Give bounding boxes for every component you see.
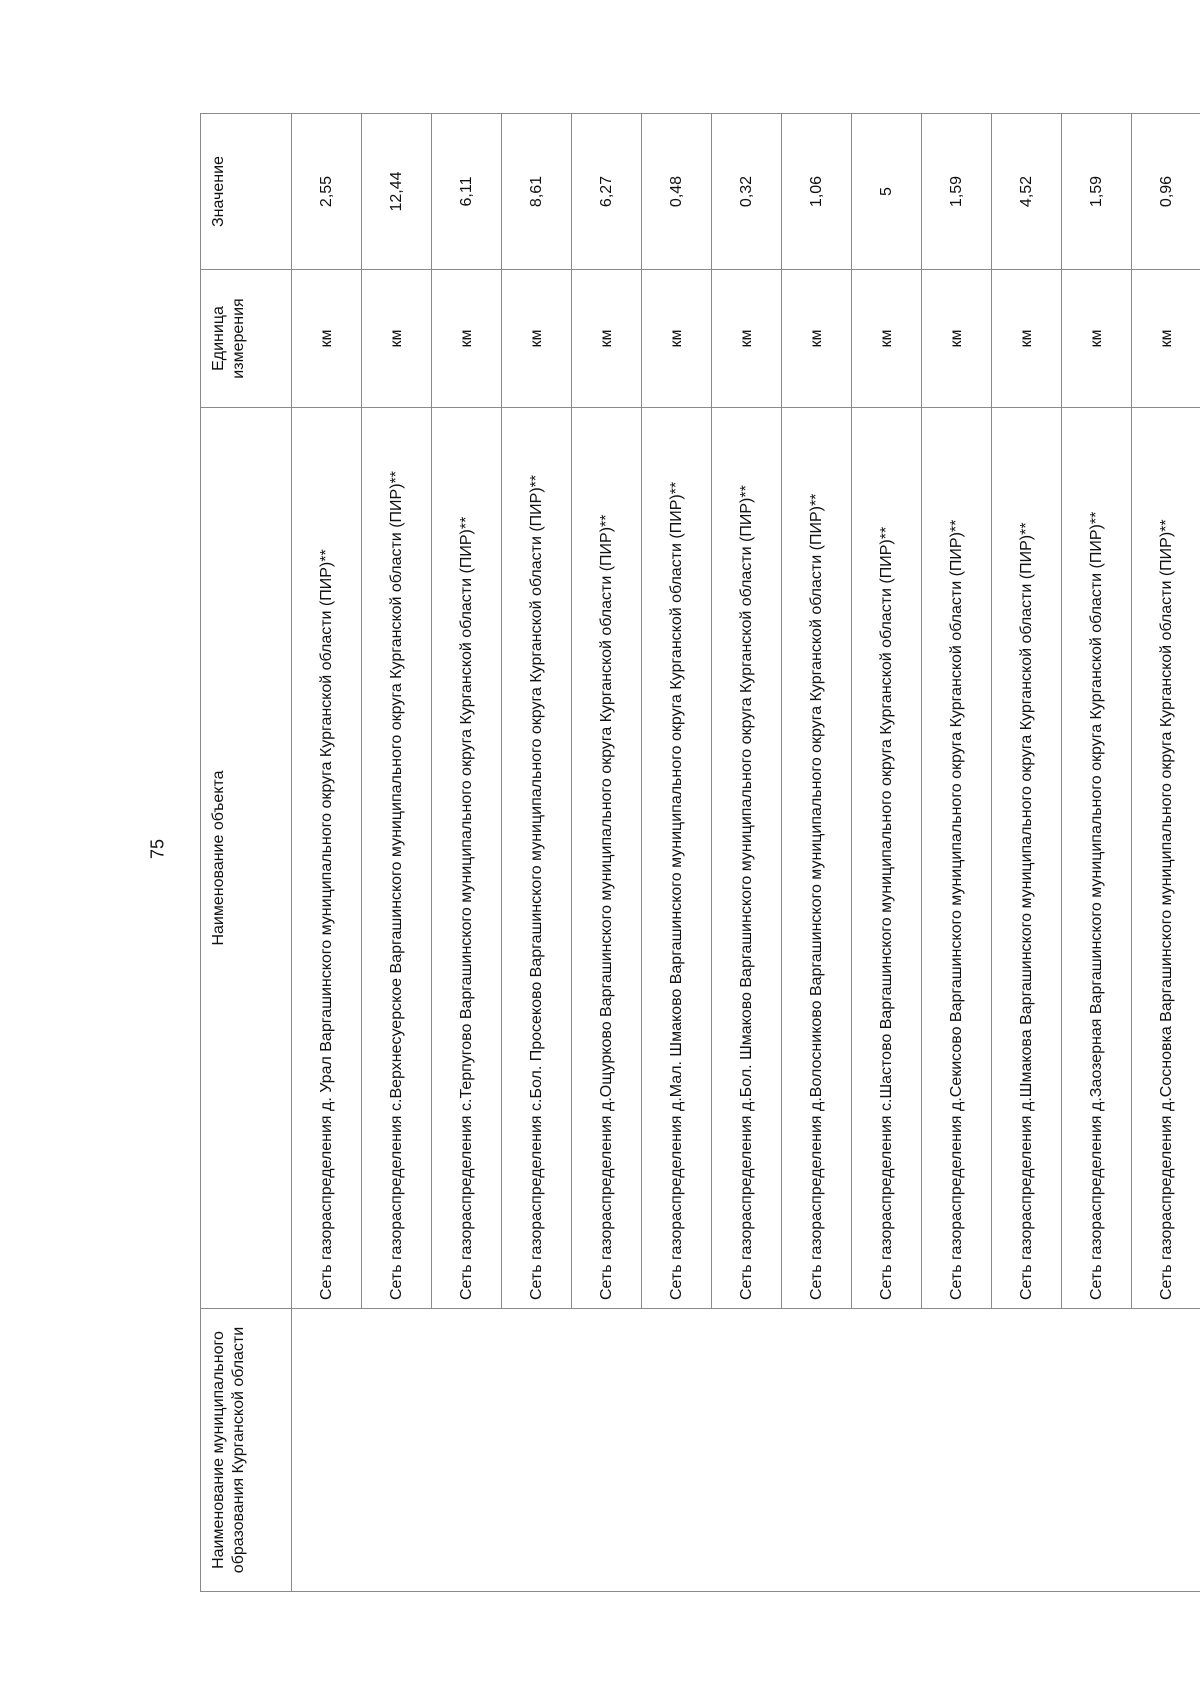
object-name-cell: Сеть газораспределения д.Шмакова Варгашинского муниципального округа Курганской области (ПИР)** [992,408,1062,1309]
object-name-cell: Сеть газораспределения с.Терпугово Варгашинского муниципального округа Курганской области (ПИР)** [432,408,502,1309]
header-municipality: Наименование муниципального образования Курганской области [201,1309,292,1592]
value-cell: 0,48 [642,114,712,270]
value-cell: 6,27 [572,114,642,270]
unit-cell: км [432,270,502,408]
object-name-cell: Сеть газораспределения д.Ощурково Варгашинского муниципального округа Курганской области (ПИР)** [572,408,642,1309]
unit-cell: км [502,270,572,408]
object-name-cell: Сеть газораспределения д. Урал Варгашинского муниципального округа Курганской области (ПИР)** [292,408,362,1309]
object-name-cell: Сеть газораспределения д.Сосновка Варгашинского муниципального округа Курганской области (ПИР)** [1132,408,1200,1309]
object-name-cell: Сеть газораспределения с.Шастово Варгашинского муниципального округа Курганской области (ПИР)** [852,408,922,1309]
unit-cell: км [852,270,922,408]
unit-cell: км [572,270,642,408]
object-name-cell: Сеть газораспределения с.Верхнесуерское Варгашинского муниципального округа Курганской области (ПИР)** [362,408,432,1309]
unit-cell: км [712,270,782,408]
header-object-name: Наименование объекта [201,408,292,1309]
header-unit: Единица измерения [201,270,292,408]
value-cell: 8,61 [502,114,572,270]
rotated-table-container [200,114,1175,1592]
object-name-cell: Сеть газораспределения с.Бол. Просеково Варгашинского муниципального округа Курганской области (ПИР)** [502,408,572,1309]
value-cell: 0,96 [1132,114,1200,270]
unit-cell: км [782,270,852,408]
page-number: 75 [147,838,168,860]
table-row [292,114,362,1592]
value-cell: 5 [852,114,922,270]
unit-cell: км [992,270,1062,408]
value-cell: 4,52 [992,114,1062,270]
object-name-cell: Сеть газораспределения д.Бол. Шмаково Варгашинского муниципального округа Курганской области (ПИР)** [712,408,782,1309]
unit-cell: км [1062,270,1132,408]
unit-cell: км [922,270,992,408]
value-cell: 1,59 [1062,114,1132,270]
value-cell: 1,59 [922,114,992,270]
object-name-cell: Сеть газораспределения д.Волосниково Варгашинского муниципального округа Курганской области (ПИР)** [782,408,852,1309]
table-header-row [201,114,292,1592]
header-value: Значение [201,114,292,270]
unit-cell: км [292,270,362,408]
object-name-cell: Сеть газораспределения д.Мал. Шмаково Варгашинского муниципального округа Курганской области (ПИР)** [642,408,712,1309]
value-cell: 1,06 [782,114,852,270]
object-name-cell: Сеть газораспределения д.Заозерная Варгашинского муниципального округа Курганской области (ПИР)** [1062,408,1132,1309]
unit-cell: км [642,270,712,408]
unit-cell: км [362,270,432,408]
value-cell: 0,32 [712,114,782,270]
value-cell: 6,11 [432,114,502,270]
unit-cell: км [1132,270,1200,408]
object-name-cell: Сеть газораспределения д.Секисово Варгашинского муниципального округа Курганской области (ПИР)** [922,408,992,1309]
table-body [292,114,1200,1592]
value-cell: 12,44 [362,114,432,270]
gas-network-table [200,113,1200,1592]
value-cell: 2,55 [292,114,362,270]
municipality-cell [292,1309,1200,1592]
